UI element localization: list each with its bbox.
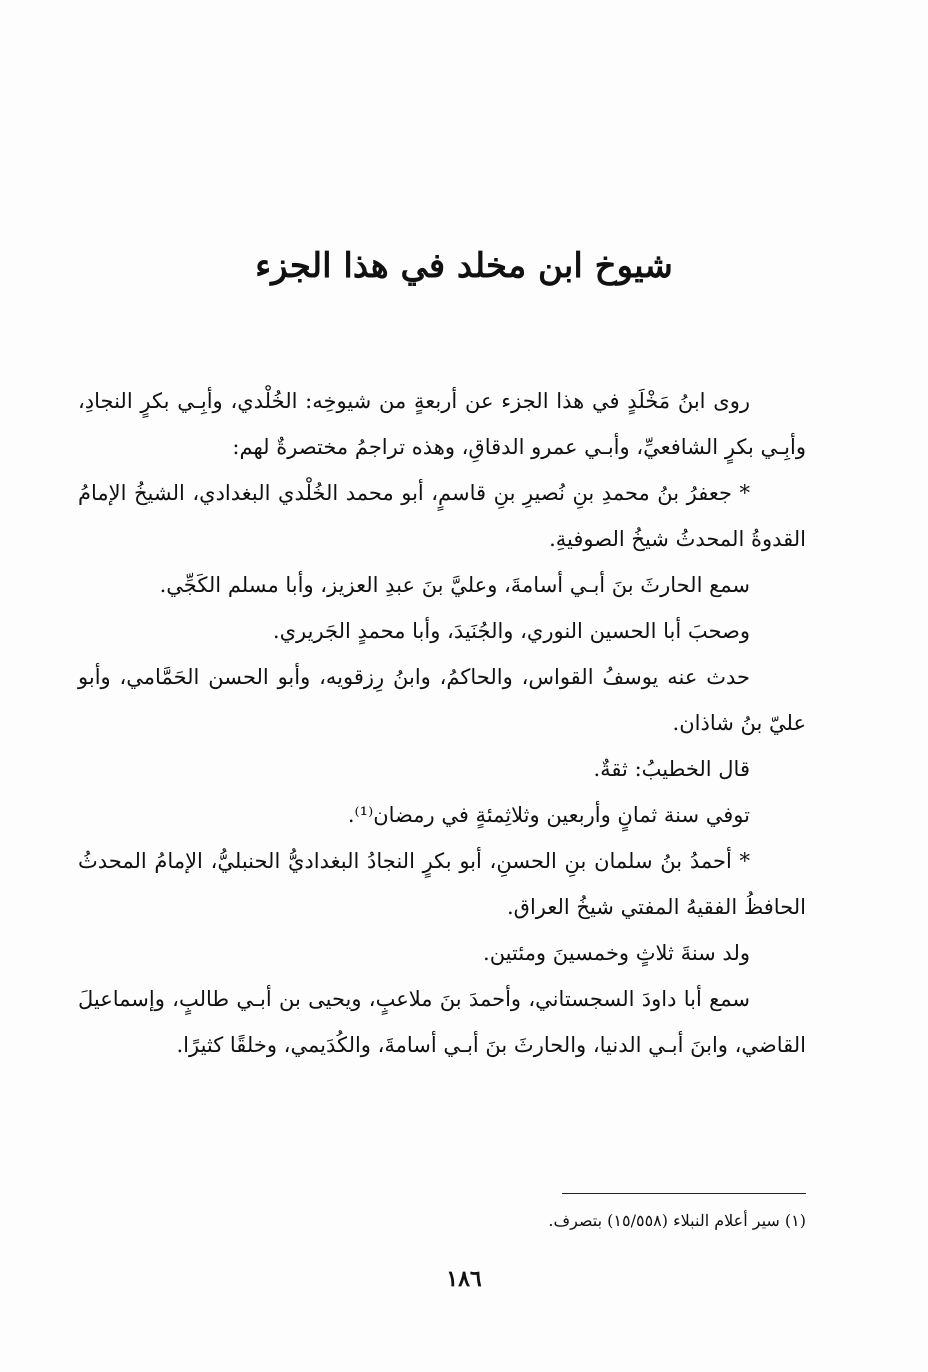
footnote: (١) سير أعلام النبلاء (١٥/٥٥٨) بتصرف.: [548, 1211, 806, 1230]
page-number: ١٨٦: [446, 1266, 482, 1292]
body-text: [78, 378, 806, 1068]
paragraph-khuldi-heard: سمع الحارثَ بنَ أبـي أسامةَ، وعليَّ بنَ عبدِ العزيز، وأبا مسلم الكَجِّي.: [159, 573, 750, 597]
page-title: شيوخ ابن مخلد في هذا الجزء: [255, 246, 673, 286]
paragraph-najjad-name: * أحمدُ بنُ سلمان بنِ الحسنِ، أبو بكرٍ النجادُ البغداديُّ الحنبليُّ، الإمامُ المحدثُ الحافظُ الفقيهُ المفتي شيخُ العراق.: [78, 849, 806, 919]
paragraph-khuldi-students: حدث عنه يوسفُ القواس، والحاكمُ، وابنُ رِزقويه، وأبو الحسن الحَمَّامي، وأبو عليّ بنُ شاذان.: [78, 665, 806, 735]
paragraph-najjad-heard: سمع أبا داودَ السجستاني، وأحمدَ بنَ ملاعبٍ، ويحيى بن أبـي طالبٍ، وإسماعيلَ القاضي، وابنَ أبـي الدنيا، والحارثَ بنَ أبـي أسامةَ، والكُدَيمي، وخلقًا كثيرًا.: [78, 987, 806, 1057]
paragraph-khuldi-name: * جعفرُ بنُ محمدِ بنِ نُصيرِ بنِ قاسمٍ، أبو محمد الخُلْدي البغدادي، الشيخُ الإمامُ القدوةُ المحدثُ شيخُ الصوفيةِ.: [78, 481, 806, 551]
paragraph-najjad-birth: ولد سنةَ ثلاثٍ وخمسينَ ومئتين.: [483, 941, 750, 965]
footnote-divider: [562, 1193, 806, 1194]
paragraph-khuldi-companions: وصحبَ أبا الحسين النوري، والجُنَيدَ، وأبا محمدٍ الجَريري.: [272, 619, 750, 643]
paragraph-intro: روى ابنُ مَخْلَدٍ في هذا الجزء عن أربعةٍ من شيوخِه: الخُلْدي، وأبِـي بكرٍ النجادِ، وأبِـي بكرٍ الشافعيِّ، وأبـي عمرو الدقاقِ، وهذه تراجمُ مختصرةٌ لهم:: [78, 389, 806, 459]
paragraph-khuldi-grading: قال الخطيبُ: ثقةٌ.: [593, 757, 750, 781]
paragraph-khuldi-death: توفي سنة ثمانٍ وأربعين وثلاثِمئةٍ في رمضان⁽¹⁾.: [347, 803, 750, 827]
